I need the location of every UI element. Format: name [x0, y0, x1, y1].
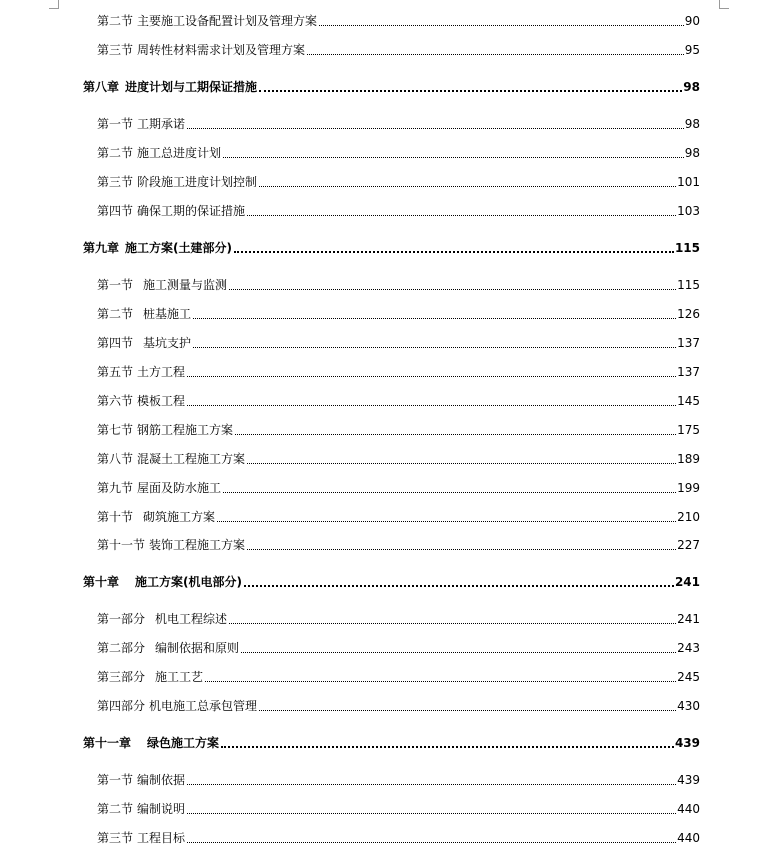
toc-entry-number: 第四部分: [97, 699, 146, 713]
toc-entry-page: 189: [677, 452, 700, 466]
dot-leader: [205, 680, 676, 682]
toc-entry-page: 439: [677, 773, 700, 787]
toc-entry[interactable]: [97, 144, 700, 162]
toc-entry-title: 施工工艺: [155, 670, 204, 684]
toc-entry[interactable]: [97, 771, 700, 789]
dot-leader: [259, 185, 676, 187]
toc-entry-page: 145: [677, 394, 700, 408]
toc-chapter-title: 施工方案(机电部分): [135, 575, 242, 589]
toc-chapter-number: 第八章: [83, 80, 120, 94]
dot-leader: [259, 89, 682, 92]
toc-entry-page: 440: [677, 802, 700, 816]
toc-entry[interactable]: [97, 450, 700, 468]
dot-leader: [247, 462, 676, 464]
toc-entry-title: 编制依据和原则: [155, 641, 240, 655]
toc-entry-title: 砌筑施工方案: [143, 510, 216, 524]
dot-leader: [187, 375, 676, 377]
toc-entry-title: 屋面及防水施工: [137, 481, 222, 495]
toc-entry[interactable]: [97, 697, 700, 715]
toc-entry-title: 工程目标: [137, 831, 186, 845]
toc-entry[interactable]: [97, 12, 700, 30]
dot-leader: [187, 812, 676, 814]
toc-chapter-number: 第十章: [83, 575, 120, 589]
dot-leader: [259, 709, 676, 711]
toc-entry-number: 第三节: [97, 43, 134, 57]
toc-chapter[interactable]: [83, 734, 700, 752]
toc-entry-page: 137: [677, 365, 700, 379]
toc-entry-title: 钢筋工程施工方案: [137, 423, 234, 437]
toc-entry-number: 第九节: [97, 481, 134, 495]
toc-entry-title: 施工测量与监测: [143, 278, 228, 292]
toc-entry-title: 主要施工设备配置计划及管理方案: [137, 14, 318, 28]
toc-entry-number: 第五节: [97, 365, 134, 379]
dot-leader: [235, 433, 676, 435]
dot-leader: [223, 491, 676, 493]
toc-entry-title: 周转性材料需求计划及管理方案: [137, 43, 306, 57]
toc-entry-page: 103: [677, 204, 700, 218]
toc-entry-title: 工期承诺: [137, 117, 186, 131]
toc-entry[interactable]: [97, 392, 700, 410]
dot-leader: [193, 317, 676, 319]
toc-entry-number: 第七节: [97, 423, 134, 437]
toc-entry-page: 126: [677, 307, 700, 321]
dot-leader: [241, 651, 676, 653]
dot-leader: [221, 745, 674, 748]
toc-entry-number: 第三部分: [97, 670, 146, 684]
toc-entry[interactable]: [97, 173, 700, 191]
toc-entry-title: 确保工期的保证措施: [137, 204, 246, 218]
toc-entry-number: 第一节: [97, 117, 134, 131]
toc-entry[interactable]: [97, 668, 700, 686]
toc-entry-page: 175: [677, 423, 700, 437]
toc-chapter-page: 439: [674, 736, 700, 750]
dot-leader: [244, 584, 674, 587]
toc-entry-number: 第十节: [97, 510, 134, 524]
dot-leader: [307, 53, 684, 55]
toc-entry-page: 95: [684, 43, 700, 57]
dot-leader: [234, 250, 674, 253]
toc-entry-page: 245: [677, 670, 700, 684]
toc-entry-page: 98: [684, 117, 700, 131]
toc-entry-page: 243: [677, 641, 700, 655]
toc-entry[interactable]: [97, 639, 700, 657]
dot-leader: [229, 288, 676, 290]
toc-entry-number: 第十一节: [97, 538, 146, 552]
toc-entry[interactable]: [97, 536, 700, 554]
toc-entry-page: 101: [677, 175, 700, 189]
toc-entry-number: 第二节: [97, 802, 134, 816]
toc-entry-title: 装饰工程施工方案: [149, 538, 246, 552]
toc-entry-number: 第二节: [97, 14, 134, 28]
toc-entry-page: 430: [677, 699, 700, 713]
toc-chapter[interactable]: [83, 239, 700, 257]
toc-entry[interactable]: [97, 41, 700, 59]
toc-entry-page: 227: [677, 538, 700, 552]
toc-entry[interactable]: [97, 276, 700, 294]
toc-entry-number: 第一部分: [97, 612, 146, 626]
toc-entry[interactable]: [97, 610, 700, 628]
dot-leader: [247, 214, 676, 216]
toc-entry-number: 第四节: [97, 204, 134, 218]
toc-entry-number: 第二节: [97, 146, 134, 160]
toc-entry-number: 第三节: [97, 831, 134, 845]
dot-leader: [187, 404, 676, 406]
toc-chapter-number: 第九章: [83, 241, 120, 255]
toc-entry[interactable]: [97, 421, 700, 439]
toc-chapter-page: 241: [674, 575, 700, 589]
dot-leader: [223, 156, 684, 158]
toc-chapter-page: 115: [674, 241, 700, 255]
toc-entry-page: 98: [684, 146, 700, 160]
toc-chapter-title: 绿色施工方案: [147, 736, 220, 750]
toc-entry-title: 桩基施工: [143, 307, 192, 321]
dot-leader: [187, 783, 676, 785]
toc-entry-number: 第二节: [97, 307, 134, 321]
toc-entry-title: 机电施工总承包管理: [149, 699, 258, 713]
toc-entry-number: 第八节: [97, 452, 134, 466]
toc-entry-title: 机电工程综述: [155, 612, 228, 626]
toc-chapter-number: 第十一章: [83, 736, 132, 750]
toc-entry-title: 模板工程: [137, 394, 186, 408]
toc-entry-page: 210: [677, 510, 700, 524]
toc-entry-number: 第一节: [97, 278, 134, 292]
toc-entry-page: 137: [677, 336, 700, 350]
dot-leader: [193, 346, 676, 348]
toc-entry-title: 编制依据: [137, 773, 186, 787]
dot-leader: [187, 841, 676, 843]
toc-entry-title: 基坑支护: [143, 336, 192, 350]
toc-entry[interactable]: [97, 479, 700, 497]
toc-entry[interactable]: [97, 829, 700, 847]
toc-entry-page: 199: [677, 481, 700, 495]
toc-entry-page: 440: [677, 831, 700, 845]
toc-entry-title: 混凝土工程施工方案: [137, 452, 246, 466]
toc-entry-page: 241: [677, 612, 700, 626]
toc-chapter-title: 施工方案(土建部分): [125, 241, 232, 255]
toc-chapter-page: 98: [683, 80, 700, 94]
toc-chapter-title: 进度计划与工期保证措施: [125, 80, 258, 94]
toc-entry-page: 90: [684, 14, 700, 28]
dot-leader: [217, 520, 676, 522]
toc-entry-title: 阶段施工进度计划控制: [137, 175, 258, 189]
dot-leader: [187, 127, 684, 129]
toc-entry-number: 第二部分: [97, 641, 146, 655]
toc-entry[interactable]: [97, 334, 700, 352]
toc-entry[interactable]: [97, 800, 700, 818]
toc-entry-title: 施工总进度计划: [137, 146, 222, 160]
toc-entry[interactable]: [97, 115, 700, 133]
toc-entry-number: 第六节: [97, 394, 134, 408]
dot-leader: [229, 622, 676, 624]
toc-entry-title: 编制说明: [137, 802, 186, 816]
toc-entry-page: 115: [677, 278, 700, 292]
toc-entry-title: 土方工程: [137, 365, 186, 379]
toc-chapter[interactable]: [83, 78, 700, 96]
toc-entry[interactable]: [97, 202, 700, 220]
toc-entry-number: 第三节: [97, 175, 134, 189]
dot-leader: [319, 24, 684, 26]
toc-entry[interactable]: [97, 305, 700, 323]
toc-entry-number: 第四节: [97, 336, 134, 350]
toc-entry[interactable]: [97, 508, 700, 526]
dot-leader: [247, 548, 676, 550]
toc-entry-number: 第一节: [97, 773, 134, 787]
toc-chapter[interactable]: [83, 573, 700, 591]
toc-entry[interactable]: [97, 363, 700, 381]
